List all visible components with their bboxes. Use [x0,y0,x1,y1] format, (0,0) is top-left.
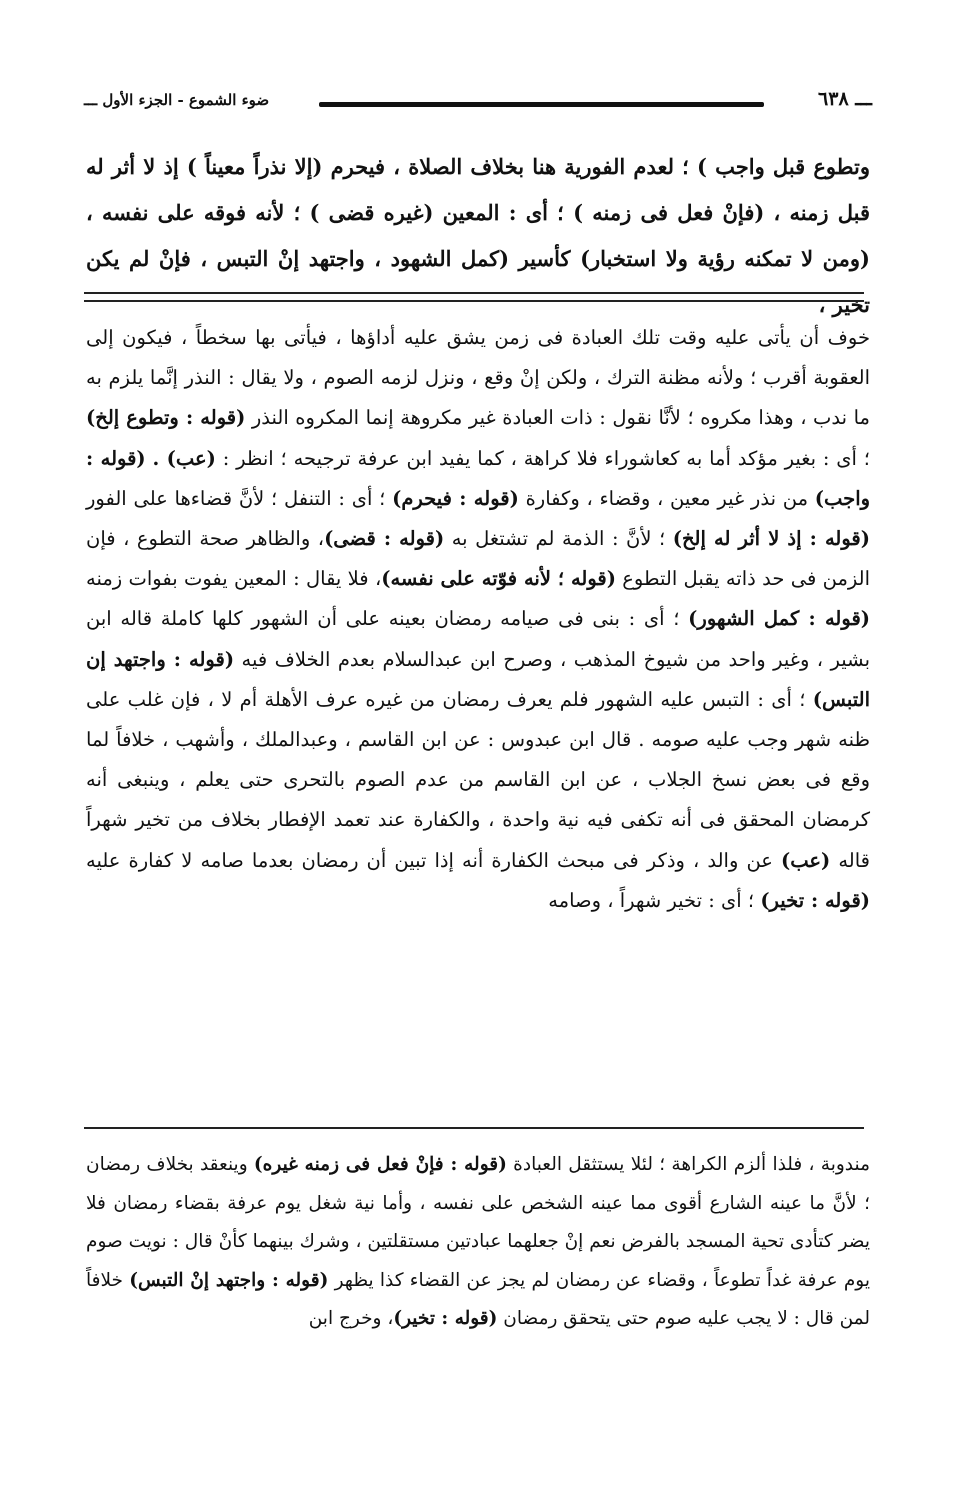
commentary-quote: (قوله : واجتهد إن التبس) [86,647,871,711]
commentary-text: خوف أن يأتى عليه وقت تلك العبادة فى زمن يشق عليه أداؤها ، فيأتى بها سخطاً ، فيكون إلى العقوبة أقرب ؛ ولأنه مظنة الترك ، ولكن إنْ وقع ، ونزل لزمه الصوم ، ولا يقال : النذر إنَّما يلزم به ما ندب ، وهذا مكروه ؛ لأنَّا نقول : ذات العبادة غير مكروهة إنما المكروه النذر [86,326,870,430]
footnote-quote: (قوله : واجتهد إنْ التبس) [129,1269,329,1291]
footnote [86,1146,870,1339]
commentary-quote: (قوله : واجب) [86,446,871,510]
running-title: ضوء الشموع - الجزء الأول ـــ [84,91,270,109]
commentary-text: ؛ أى : بغير مؤكد أما به كعاشوراء فلا كراهة ، كما يفيد ابن عرفة ترجيحه ؛ انظر : [222,446,870,470]
commentary-quote: (قوله : كمل الشهور) [688,607,870,631]
commentary-quote: (قوله : وتطوع إلخ) [86,406,246,430]
commentary-text: من نذر غير معين ، وقضاء ، وكفارة [525,486,809,510]
main-paragraph: وتطوع قبل واجب ) ؛ لعدم الفورية هنا بخلاف الصلاة ، فيحرم (إلا نذراً معيناً ) إذ لا أثر له قبل زمنه ، (فإنْ فعل فى زمنه ) ؛ أى : المعين (غيره قضى ) ؛ لأنه فوقه على نفسه ، (ومن لا تمكنه رؤية ولا استخبار) كأسير (كمل الشهود ، واجتهد إنْ التبس ، فإنْ لم يكن تخير ، [86,154,870,317]
footnote-divider [84,1127,864,1129]
footnote-quote: (قوله : تخير) [393,1308,498,1329]
commentary-text: عن والد ، وذكر فى مبحث الكفارة أنه إذا تبين أن رمضان بعدما صامه لا كفارة عليه [86,848,773,872]
commentary-quote: (قوله : فيحرم) [392,486,519,510]
footnote-text: مندوبة ، فلذا ألزم الكراهة ؛ لئلا يستثقل العبادة [513,1154,870,1175]
commentary-text: ، فلا يقال : المعين يفوت بفوات زمنه [86,567,382,591]
commentary-quote: (عب) . [152,446,216,470]
page-header [84,88,872,118]
commentary-text: ؛ أى : التبس عليه الشهور فلم يعرف رمضان من غيره عرف الأهلة أم لا ، فإن غلب على ظنه شهر وجب عليه صومه . قال ابن عبدوس : عن ابن القاسم ، وعبدالملك ، وأشهب ، خلافاً لما وقع فى بعض نسخ الجلاب ، عن ابن القاسم من عدم الصوم بالتحرى حتى يعلم ، وينبغى أنه كرمضان المحقق فى أنه تكفى فيه نية واحدة ، والكفارة عند تعمد الإفطار بخلاف من تخير شهراً قاله [86,687,871,872]
commentary-quote: (قوله : تخير) [760,888,870,912]
header-rule [319,102,764,107]
commentary-text: ، والظاهر صحة التطوع ، فإن الزمن فى حد ذاته يقبل التطوع [86,527,871,591]
commentary-text: ؛ لأنَّ : الذمة لم تشتغل به [451,527,666,551]
commentary-text: ؛ أى : تخير شهراً ، وصامه [548,888,755,912]
commentary [86,318,870,921]
footnote-text: وينعقد بخلاف رمضان ؛ لأنَّ ما عينه الشارع أقوى مما عينه الشخص على نفسه ، وأما نية شغل يوم عرفة بقضاء رمضان فلا يضر كتأدى تحية المسجد بالفرض نعم إنْ جعلهما عبادتين مستقلتين ، وشرك بينهما كأنْ قال : نويت صوم يوم عرفة غداً تطوعاً ، وقضاء عن رمضان لم يجز عن القضاء كذا يظهر [86,1154,870,1291]
commentary-text: ؛ أى : بنى فى صيامه رمضان بعينه على أن الشهور كلها كاملة قاله ابن بشير ، وغير واحد من شيوخ المذهب ، وصرح ابن عبدالسلام بعدم الخلاف فيه [86,607,870,671]
commentary-quote: (عب) [781,848,831,872]
commentary-quote: (قوله : إذ لا أثر له إلخ) [672,527,870,551]
footnote-text: ، وخرج ابن [308,1308,394,1329]
footnote-quote: (قوله : فإنْ فعل فى زمنه غيره) [253,1154,507,1175]
commentary-text: ؛ أى : التنفل ؛ لأنَّ قضاءها على الفور [86,486,386,510]
footnote-paragraph [86,1146,870,1339]
page-number: ـــ ٦٣٨ [818,88,872,110]
commentary-paragraph [86,318,870,921]
double-divider [84,292,864,302]
footnote-text: خلافاً لمن قال : لا يجب عليه صوم حتى يتحقق رمضان [86,1269,870,1329]
commentary-quote: (قوله ؛ لأنه فوّته على نفسه) [381,567,616,591]
commentary-quote: (قوله : قضى) [324,527,445,551]
